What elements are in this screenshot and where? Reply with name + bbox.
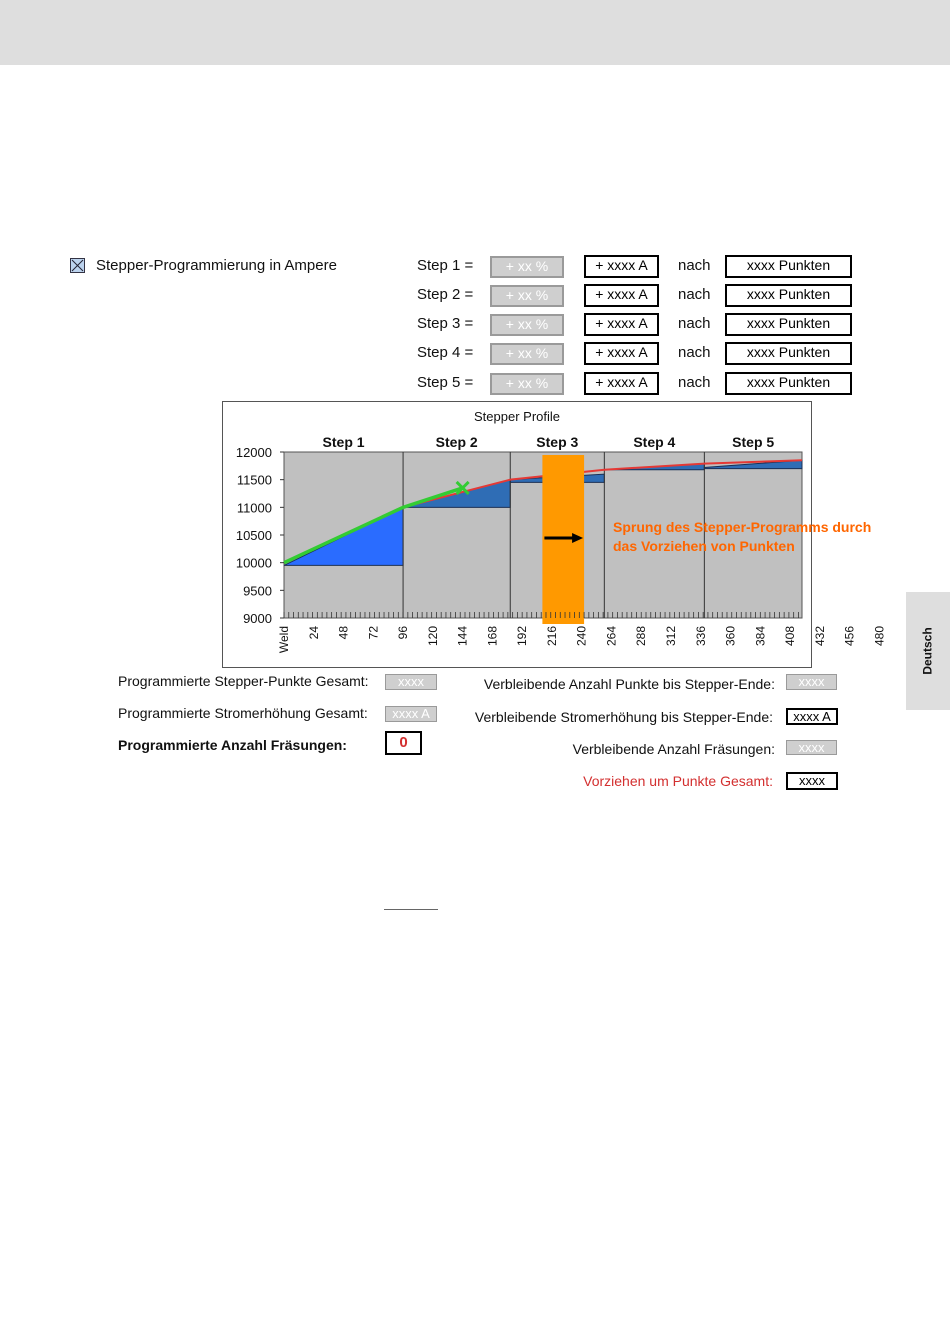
step-3-amp-field[interactable]: + xxxx A [584,313,659,336]
step-4-after-label: nach [678,344,711,361]
x-tick-label-0: Weld [277,626,291,654]
step-label-3: Step 3 [536,434,579,450]
x-tick-label-8: 192 [515,626,530,647]
total-current-label: Programmierte Stromerhöhung Gesamt: [118,705,368,721]
y-tick-label-4: 11000 [236,500,272,516]
total-millings-field[interactable]: 0 [385,731,422,755]
step-3-label: Step 3 = [417,315,474,332]
x-tick-label-6: 144 [455,626,470,647]
advance-points-label: Vorziehen um Punkte Gesamt: [583,773,773,789]
remaining-millings-label: Verbleibende Anzahl Fräsungen: [572,741,775,757]
x-tick-label-7: 168 [485,626,500,647]
x-tick-label-10: 240 [574,626,589,647]
x-tick-label-2: 48 [336,626,351,640]
step-2-after-label: nach [678,286,711,303]
step-3-points-field[interactable]: xxxx Punkten [725,313,852,336]
x-tick-label-12: 288 [634,626,649,647]
divider [384,909,438,910]
step-1-amp-field[interactable]: + xxxx A [584,255,659,278]
annotation-line-1: Sprung des Stepper-Programms durch [613,519,872,535]
step-label-5: Step 5 [732,434,775,450]
x-tick-label-20: 480 [872,626,887,647]
step-4-amp-field[interactable]: + xxxx A [584,342,659,365]
x-tick-label-14: 336 [693,626,708,647]
x-tick-label-18: 432 [812,626,827,647]
step-5-after-label: nach [678,374,711,391]
total-points-label: Programmierte Stepper-Punkte Gesamt: [118,673,369,689]
remaining-current-label: Verbleibende Stromerhöhung bis Stepper-Ende: [474,709,773,725]
x-tick-label-19: 456 [842,626,857,647]
step-label-4: Step 4 [633,434,676,450]
step-1-percent-field[interactable]: + xx % [490,256,564,278]
remaining-points-field[interactable]: xxxx [786,674,837,690]
step-3-percent-field[interactable]: + xx % [490,314,564,336]
step-5-amp-field[interactable]: + xxxx A [584,372,659,395]
step-label-1: Step 1 [322,434,365,450]
remaining-millings-field[interactable]: xxxx [786,740,837,755]
language-tab-label: Deutsch [921,627,935,675]
x-tick-label-4: 96 [396,626,411,640]
step-5-points-field[interactable]: xxxx Punkten [725,372,852,395]
y-tick-label-1: 9500 [243,583,272,599]
advance-points-field[interactable]: xxxx [786,772,838,790]
y-tick-label-5: 11500 [236,472,272,488]
x-tick-label-9: 216 [544,626,559,647]
y-tick-label-0: 9000 [243,611,272,626]
x-tick-label-11: 264 [604,626,619,647]
total-millings-label: Programmierte Anzahl Fräsungen: [118,737,347,753]
checkbox-label: Stepper-Programmierung in Ampere [96,257,337,274]
step-label-2: Step 2 [435,434,478,450]
step-2-points-field[interactable]: xxxx Punkten [725,284,852,307]
x-tick-label-17: 408 [783,626,798,647]
step-2-percent-field[interactable]: + xx % [490,285,564,307]
total-current-field[interactable]: xxxx A [385,706,437,722]
x-tick-label-3: 72 [366,626,381,640]
x-tick-label-1: 24 [306,626,321,640]
step-5-label: Step 5 = [417,374,474,391]
remaining-points-label: Verbleibende Anzahl Punkte bis Stepper-Ende: [483,676,775,692]
x-tick-label-5: 120 [425,626,440,647]
total-points-field[interactable]: xxxx [385,674,437,690]
step-2-amp-field[interactable]: + xxxx A [584,284,659,307]
step-5-percent-field[interactable]: + xx % [490,373,564,395]
y-tick-label-3: 10500 [235,528,272,543]
x-tick-label-13: 312 [664,626,679,647]
annotation-line-2: das Vorziehen von Punkten [613,538,795,554]
step-4-percent-field[interactable]: + xx % [490,343,564,365]
x-tick-label-16: 384 [753,626,768,647]
chart-title: Stepper Profile [474,409,560,424]
y-tick-label-6: 12000 [235,445,272,460]
step-3-after-label: nach [678,315,711,332]
step-4-points-field[interactable]: xxxx Punkten [725,342,852,365]
step-1-points-field[interactable]: xxxx Punkten [725,255,852,278]
step-4-label: Step 4 = [417,344,474,361]
remaining-current-field[interactable]: xxxx A [786,708,838,725]
x-tick-label-15: 360 [723,626,738,647]
step-2-label: Step 2 = [417,286,474,303]
step-1-label: Step 1 = [417,257,474,274]
step-1-after-label: nach [678,257,711,274]
y-tick-label-2: 10000 [235,555,272,571]
